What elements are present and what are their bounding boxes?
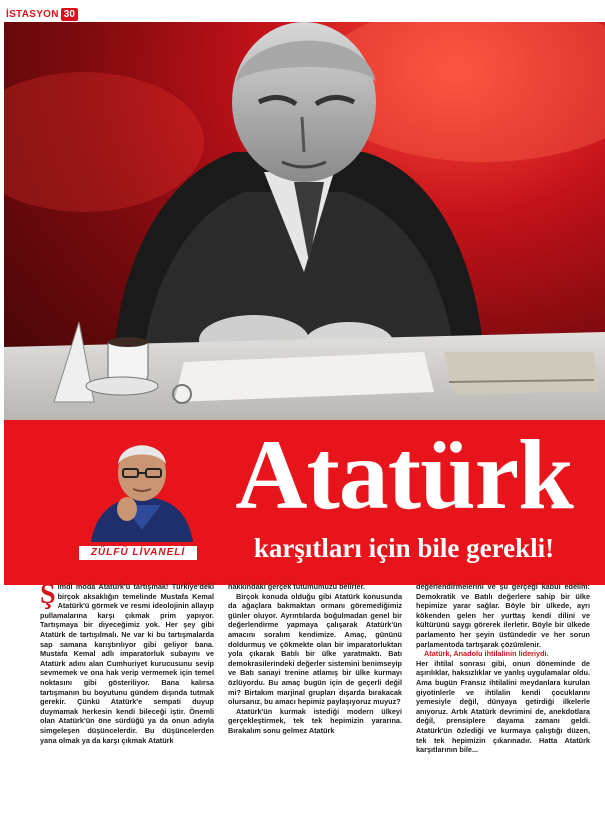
body-paragraph: Birçok konuda olduğu gibi Atatürk konusunda da ağaçlara bakmaktan ormanı göremediğimiz günler oluyor. Ayrıntılarda boğulmadan genel bir değerlendirme yapmaya çalışarak Atatürk'ün amacını soralım kendimize. Amaç, gününü doldurmuş ve çökmekte olan bir imparatorluktan yola çıkarak Batılı bir ülke yaratmaktı. Batı demokrasilerindeki değerler sistemini benimseyip ve Batı sanayi trenine atlamış bir ülke kurmayı özlüyordu. Bu amaç bugün için de geçerli değil mi? Birtakım marjinal grupları dışarda bırakacak olursanız, bu amacı hepimiz paylaşıyoruz muyuz? bbox=[228, 591, 402, 707]
hero-illustration bbox=[4, 22, 605, 420]
section-header bbox=[6, 6, 78, 22]
section-name: İSTASYON bbox=[6, 8, 59, 20]
body-paragraph bbox=[40, 579, 214, 745]
hero-illustration-art bbox=[4, 22, 605, 420]
paragraph-text: imdi moda Atatürk'ü tartışmak! Türkiye'deki birçok aksaklığın temelinde Mustafa Kemal Atatürk'ü görmek ve resmi ideolojinin allayıp pullamalarına karşı çıkmak prim yapıyor. Tartışmaya bir diyeceğimiz yok. Her şey gibi Atatürk de tartışılmalı. Ne var ki bu tartışmalarda sap samana karıştırılıyor gibi geliyor bana. Mustafa Kemal adlı imparatorluk subayını ve Atatürk adını alan Cumhuriyet kurucusunu sevip sevmemek ve ona hak verip vermemek için temel noktasını gibi gösteriliyor. Bana kalırsa tartışmanın bu boyutunu gündem dışında tutmak gerekir. Çünkü Atatürk'e sempati duyup duymamak herkesin kendi bileceği iştir. Önemli olan Atatürk'ün öne sürdüğü ya da onun adıyla simgeleşen düşüncelerdir. Bu düşüncelerden yana olmak ya da karşı çıkmak Atatürk bbox=[40, 582, 214, 745]
article-subtitle: karşıtları için bile gerekli! bbox=[253, 533, 555, 563]
body-subhead: Atatürk, Anadolu ihtilalinin lideriydi. bbox=[424, 649, 549, 659]
body-paragraph: Her ihtilal sonrası gibi, onun döneminde de aşırılıklar, haksızlıklar ve yanlış uygulamalar oldu. Ama bugün Fransız ihtilalini meydanlara kurulan giyotinlerle ve ihtilalin kendi çocuklarını yemesiyle değil, dünyaya getirdiği ilkelerle anıyoruz. Artık Atatürk devrimini de, anekdotlara değil, prensiplere dayama zamanı geldi. Atatürk'ün özlediği ve kurmaya çalıştığı düzen, tek tek hepimizin çıkarınadır. Hatta Atatürk karşıtlarının bile... bbox=[416, 658, 590, 755]
author-portrait-icon bbox=[83, 425, 201, 542]
body-paragraph: değerlendirmelerini ve şu gerçeği kabul edelim: Demokratik ve Batılı değerlere sahip bir ülke hepimize yarar sağlar. Böyle bir ülkede, ayrı kökenden gelen her yurttaş kendi dilini ve kültürünü saygı görerek ilerletir. Böyle bir ülkede parlamento her şeyin üstündedir ve her sorun parlamentoda tartışarak çözümlenir. bbox=[416, 582, 590, 649]
page-number: 30 bbox=[61, 8, 78, 21]
drop-cap: Ş bbox=[40, 579, 56, 610]
article-title: Atatürk bbox=[235, 419, 573, 530]
article-body bbox=[40, 579, 590, 830]
body-paragraph: Atatürk'ün kurmak istediği modern ülkeyi gerçekleştirmek, tek tek hepimizin yararına. Bırakalım sonu gelmez Atatürk bbox=[228, 706, 402, 735]
author-byline: ZÜLFÜ LİVANELİ bbox=[79, 546, 197, 560]
body-column-3 bbox=[416, 582, 590, 830]
body-column-1 bbox=[40, 579, 214, 830]
body-column-2 bbox=[228, 582, 402, 830]
body-paragraph: hakkındaki gerçek tutumumuzu belirler. bbox=[228, 582, 366, 591]
